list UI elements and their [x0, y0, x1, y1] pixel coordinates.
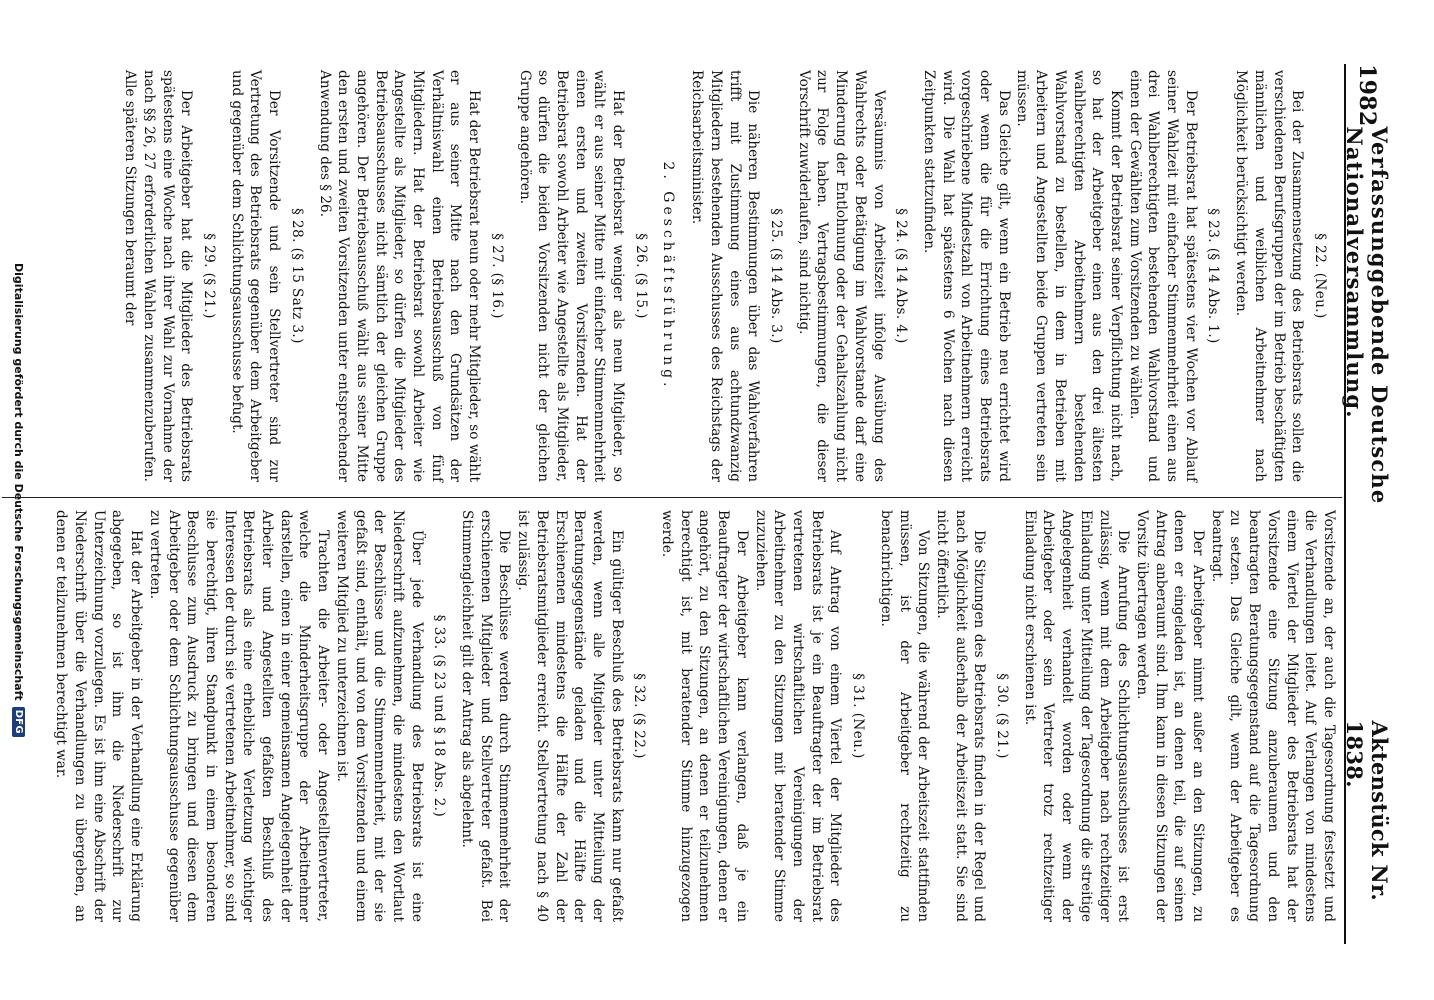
- paragraph: Der Betriebsrat hat spätestens vier Wochen vor Ablauf seiner Wahlzeit mit einfacher Stimmenmehrheit einen aus drei Wahlberechtigten bestehenden Wahlvorstand und einen der Gewählten zum Vorsitzenden zu wählen.: [1126, 70, 1199, 482]
- section-number: § 23. (§ 14 Abs. 1.): [1205, 208, 1222, 344]
- section-number: § 32. (§ 22.): [631, 673, 648, 759]
- paragraph: Hat der Betriebsrat neun oder mehr Mitglieder, so wählt er aus seiner Mitte nach den Grundsätzen der Verhältniswahl einen Betriebsausschuß von fünf Mitgliedern. Hat der Betriebsrat sowohl Arbeiter wie Angestellte als Mitglieder, so dürfen die Mitglieder des Betriebsausschusses nicht sämtlich der gleichen Gruppe angehören. Der Betriebsausschuß wählt aus seiner Mitte den ersten und zweiten Vorsitzenden unter entsprechender Anwendung des § 26.: [316, 70, 483, 483]
- digitization-footer: [8, 0, 30, 1000]
- paragraph: Die Beschlüsse werden durch Stimmenmehrheit der erschienenen Mitglieder und Stellvertreter gefaßt. Bei Stimmengleichheit gilt der Antrag als abgelehnt.: [459, 510, 513, 922]
- section-number: § 31. (Neu.): [850, 673, 867, 759]
- paragraph: Hat der Arbeitgeber in der Verhandlung eine Erklärung abgegeben, so ist ihm die Niederschrift zur Unterzeichnung vorzulegen. Es ist ihm eine Abschrift der Niederschrift über die Verhandlungen zu übergeben, an denen er teilzunehmen berechtigt war.: [53, 510, 145, 922]
- section-number: § 26. (§ 15.): [632, 233, 649, 319]
- paragraph: Bei der Zusammensetzung des Betriebsrats sollen die verschiedenen Berufsgruppen der im Betrieb beschäftigten männlichen und weiblichen Arbeitnehmer nach Möglichkeit berücksichtigt werden.: [1233, 70, 1306, 482]
- page-number: 1982: [1354, 64, 1380, 127]
- paragraph: Ein gültiger Beschluß des Betriebsrats kann nur gefaßt werden, wenn alle Mitglieder unter Mitteilung der Beratungsgegenstände geladen und die Hälfte der Erschienenen mindestens die Hälfte der Zahl der Betriebsratsmitglieder erreicht. Stellvertretung nach § 40 ist zulässig.: [515, 510, 625, 922]
- paragraph: Trachten die Arbeiter- oder Angestelltenvertreter, welche die Minderheitsgruppe der Arbeitnehmer darstellen, einen in einer gemeinsamen Angelegenheit der Arbeiter und Angestellten gefaßten Beschluß des Betriebsrats als eine erhebliche Verletzung wichtiger Interessen der durch sie vertretenen Arbeitnehmer, so sind sie berechtigt, ihren Standpunkt in einem besonderen Beschlusse zum Ausdruck zu bringen und diesen dem Arbeitgeber oder dem Schlichtungsausschusse gegenüber zu vertreten.: [146, 510, 332, 922]
- section-number: § 27. (§ 16.): [488, 233, 505, 319]
- chapter-heading: 2. Geschäftsführung.: [660, 161, 677, 391]
- paragraph: Vorsitzende an, der auch die Tagesordnung festsetzt und die Verhandlungen leitet. Auf Verlangen von mindestens einem Viertel der Mitglieder des Betriebsrats hat der Vorsitzende eine Sitzung anzuberaumen und den beantragten Beratungsgegenstand auf die Tagesordnung zu setzen. Das Gleiche gilt, wenn der Arbeitgeber es beantragt.: [1208, 510, 1337, 922]
- paragraph: Auf Antrag von einem Viertel der Mitglieder des Betriebsrats ist je ein Beauftragter der im Betriebsrat vertretenen wirtschaftlichen Vereinigungen der Arbeitnehmer zu den Sitzungen mit beratender Stimme zuzuziehen.: [752, 510, 844, 922]
- paragraph: Die Anrufung des Schlichtungsausschusses ist erst zulässig, wenn mit dem Arbeitgeber nach rechtzeitiger Einladung unter Mitteilung der Tagesordnung die streitige Angelegenheit verhandelt worden oder wenn der Arbeitgeber oder sein Vertreter trotz rechtzeitiger Einladung nicht erschienen ist.: [1021, 510, 1132, 922]
- paragraph: Über jede Verhandlung des Betriebsrats ist eine Niederschrift aufzunehmen, die mindestens den Wortlaut der Beschlüsse und die Stimmenmehrheit, mit der sie gefaßt sind, enthält, und von dem Vorsitzenden und einem weiteren Mitglied zu unterzeichnen ist.: [333, 510, 425, 922]
- paragraph: Der Arbeitgeber kann verlangen, daß je ein Beauftragter der wirtschaftlichen Vereinigungen, denen er angehört, zu den Sitzungen, an denen er teilzunehmen berechtigt ist, mit beratender Stimme hinzugezogen werde.: [659, 510, 750, 922]
- paragraph: Das Gleiche gilt, wenn ein Betrieb neu errichtet wird oder wenn die für die Errichtung eines Betriebsrats vorgeschriebene Mindestzahl von Arbeitnehmern erreicht wird. Die Wahl hat spätestens 6 Wochen nach diesen Zeitpunkten stattzufinden.: [920, 70, 1012, 482]
- paragraph: Die Sitzungen des Betriebsrats finden in der Regel und nach Möglichkeit außerhalb der Arbeitszeit statt. Sie sind nicht öffentlich.: [933, 510, 988, 922]
- section-number: § 33. (§ 23 und § 18 Abs. 2.): [431, 614, 448, 818]
- right-column: [52, 510, 1338, 922]
- dfg-logo: DFG: [13, 707, 26, 737]
- section-number: § 30. (§ 21.): [994, 673, 1011, 759]
- paragraph: Von Sitzungen, die während der Arbeitszeit stattfinden müssen, ist der Arbeitgeber rechtzeitig zu benachrichtigen.: [877, 510, 932, 922]
- section-number: § 25. (§ 14 Abs. 3.): [768, 208, 785, 344]
- paragraph: Die näheren Bestimmungen über das Wahlverfahren trifft mit Zustimmung eines aus achtundzwanzig Mitgliedern bestehenden Ausschusses des Reichstags der Reichsarbeitsminister.: [689, 70, 762, 482]
- paragraph: Der Vorsitzende und sein Stellvertreter sind zur Vertretung des Betriebsrats gegenüber dem Arbeitgeber und gegenüber dem Schlichtungsausschusse befugt.: [228, 70, 283, 482]
- paragraph: Hat der Betriebsrat weniger als neun Mitglieder, so wählt er aus seiner Mitte mit einfacher Stimmenmehrheit einen ersten und zweiten Vorsitzenden. Hat der Betriebsrat sowohl Arbeiter wie Angestellte als Mitglieder, so dürfen die beiden Vorsitzenden nicht der gleichen Gruppe angehören.: [516, 70, 627, 482]
- column-divider: [2, 497, 1342, 498]
- paragraph: Der Arbeitgeber nimmt außer an den Sitzungen, zu denen er eingeladen ist, an denen teil, die auf seinen Antrag anberaumt sind. Ihm kann in diesen Sitzungen der Vorsitz übertragen werden.: [1133, 510, 1207, 922]
- paragraph: Der Arbeitgeber hat die Mitglieder des Betriebsrats spätestens eine Woche nach ihrer Wahl zur Vornahme der nach §§ 26, 27 erforderlichen Wahlen zusammenzuberufen. Alle späteren Sitzungen beraumt der: [122, 70, 195, 482]
- section-number: § 28. (§ 15 Satz 3.): [288, 208, 305, 344]
- header-rule: [1344, 64, 1346, 944]
- footer-credit: Digitalisierung gefördert durch die Deutsche Forschungsgemeinschaft: [12, 263, 26, 701]
- publication-title: Verfassunggebende Deutsche Nationalversammlung.: [1342, 126, 1392, 505]
- section-number: § 22. (Neu.): [1312, 233, 1328, 319]
- left-column: [121, 70, 1338, 482]
- paragraph: Versäumnis von Arbeitszeit infolge Ausübung des Wahlrechts oder Betätigung im Wahlvorstande darf eine Minderung der Entlohnung oder der Gehaltszahlung nicht zur Folge haben. Vertragsbestimmungen, die dieser Vorschrift zuwiderlaufen, sind nichtig.: [795, 70, 887, 482]
- section-number: § 24. (§ 14 Abs. 4.): [893, 208, 910, 344]
- section-number: § 29. (§ 21.): [201, 233, 218, 319]
- paragraph: Kommt der Betriebsrat seiner Verpflichtung nicht nach, so hat der Arbeitgeber einen aus den drei ältesten wahlberechtigten Arbeitnehmern bestehenden Wahlvorstand zu bestellen, in dem in Betrieben mit Arbeitern und Angestellten beide Gruppen vertreten sein müssen.: [1014, 70, 1124, 482]
- page-header: [1342, 64, 1392, 944]
- document-reference: Aktenstück Nr. 1838.: [1342, 720, 1392, 902]
